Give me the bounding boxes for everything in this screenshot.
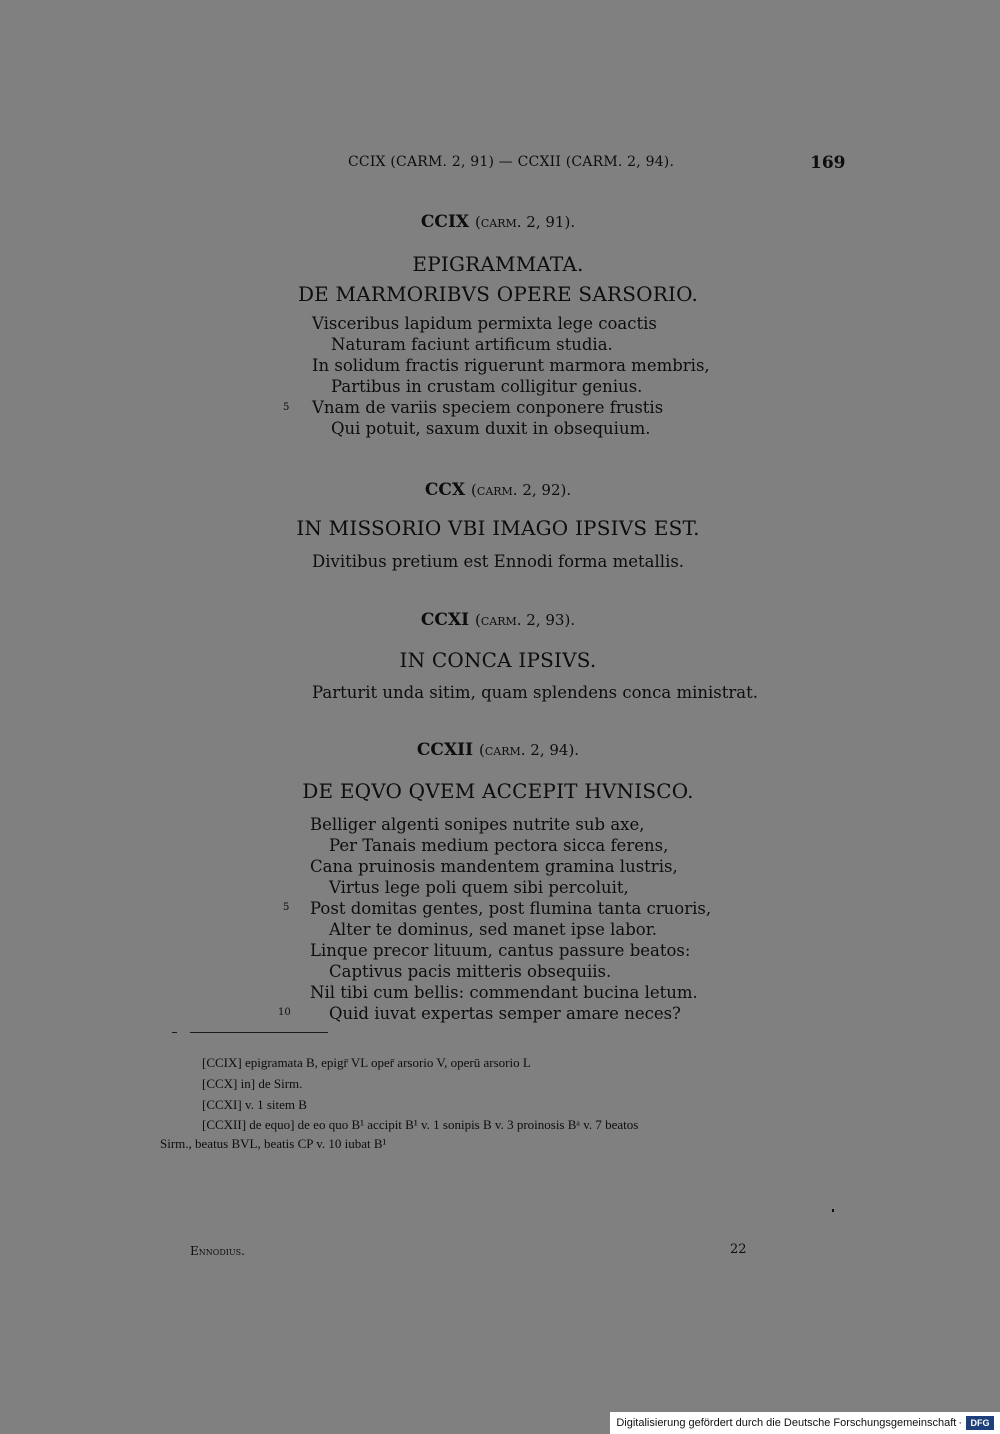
line-number: 5 [283, 902, 290, 913]
poem-heading-ccxii [300, 740, 696, 760]
poem-number: CCXII [416, 740, 474, 760]
apparatus-key: [CCX] [202, 1076, 238, 1091]
verse-line: Naturam faciunt artificum studia. [331, 335, 613, 354]
footer-signature: 22 [730, 1242, 747, 1257]
line-number: 10 [278, 1007, 291, 1018]
apparatus-text: epigramata B, epigr̄ VL oper̄ arsorio V, operū arsorio L [244, 1055, 531, 1070]
verse-line: Parturit unda sitim, quam splendens conca ministrat. [312, 683, 758, 702]
apparatus-text: in] de Sirm. [240, 1076, 303, 1091]
verse-line: Vnam de variis speciem conponere frustis [312, 398, 664, 417]
poem-heading-ccix [300, 212, 696, 232]
verse-line: Partibus in crustam colligitur genius. [331, 377, 643, 396]
poem-heading-ccx [300, 480, 696, 500]
poem-title-ccix-1: EPIGRAMMATA. [412, 252, 584, 276]
poem-ref: (carm. 2, 91). [475, 213, 576, 231]
verse-line: Per Tanais medium pectora sicca ferens, [329, 836, 669, 855]
apparatus-key: [CCXII] [202, 1117, 247, 1132]
apparatus-note-ccxii [202, 1117, 638, 1133]
verse-line: Nil tibi cum bellis: commendant bucina letum. [310, 983, 698, 1002]
poem-ref: (carm. 2, 94). [478, 741, 580, 759]
page-number: 169 [810, 153, 846, 173]
poem-number: CCX [424, 480, 466, 500]
poem-title-ccix-2: DE MARMORIBVS OPERE SARSORIO. [297, 282, 699, 306]
scan-speck [832, 1209, 834, 1212]
apparatus-note-continuation [160, 1136, 386, 1152]
verse-line: Belliger algenti sonipes nutrite sub axe, [310, 815, 645, 834]
footnote-rule [190, 1032, 328, 1033]
apparatus-text: de equo] de eo quo B¹ accipit B¹ v. 1 sonipis B v. 3 proinosis Bᵃ v. 7 beatos [249, 1117, 639, 1132]
apparatus-text: Sirm., beatus BVL, beatis CP v. 10 iubat B¹ [160, 1136, 387, 1151]
footer-author: Ennodius. [190, 1244, 245, 1258]
verse-line: Cana pruinosis mandentem gramina lustris, [310, 857, 678, 876]
apparatus-key: [CCXI] [202, 1097, 242, 1112]
poem-number: CCXI [420, 610, 470, 630]
dfg-separator: · [958, 1417, 962, 1429]
line-number: 5 [283, 402, 290, 413]
running-head: CCIX (CARM. 2, 91) — CCXII (CARM. 2, 94). [348, 154, 675, 170]
verse-line: Captivus pacis mitteris obsequiis. [329, 962, 612, 981]
poem-ref: (carm. 2, 93). [475, 611, 576, 629]
verse-line: Alter te dominus, sed manet ipse labor. [329, 920, 658, 939]
verse-line: Divitibus pretium est Ennodi forma metallis. [312, 552, 685, 571]
dfg-credit-text: Digitalisierung gefördert durch die Deutsche Forschungsgemeinschaft [616, 1417, 957, 1429]
footnote-rule-tick [172, 1032, 177, 1033]
verse-line: In solidum fractis riguerunt marmora membris, [312, 356, 710, 375]
apparatus-note-ccx [202, 1076, 302, 1092]
poem-title-ccx: IN MISSORIO VBI IMAGO IPSIVS EST. [296, 516, 700, 540]
apparatus-text: v. 1 sitem B [244, 1097, 307, 1112]
poem-heading-ccxi [300, 610, 696, 630]
verse-line: Qui potuit, saxum duxit in obsequium. [331, 419, 651, 438]
dfg-logo: DFG [966, 1416, 994, 1430]
poem-number: CCIX [420, 212, 470, 232]
poem-ref: (carm. 2, 92). [471, 481, 572, 499]
verse-line: Visceribus lapidum permixta lege coactis [312, 314, 657, 333]
poem-body-ccxii [310, 814, 711, 1024]
verse-line: Post domitas gentes, post flumina tanta cruoris, [310, 899, 712, 918]
poem-title-ccxii: DE EQVO QVEM ACCEPIT HVNISCO. [302, 779, 694, 803]
verse-line: Quid iuvat expertas semper amare neces? [329, 1004, 681, 1023]
poem-body-ccix [312, 313, 710, 439]
apparatus-note-ccix [202, 1055, 531, 1071]
dfg-credit-bar [610, 1412, 1000, 1434]
poem-title-ccxi: IN CONCA IPSIVS. [399, 648, 597, 672]
apparatus-note-ccxi [202, 1097, 307, 1113]
poem-body-ccxi [312, 682, 758, 703]
verse-line: Virtus lege poli quem sibi percoluit, [329, 878, 629, 897]
apparatus-key: [CCIX] [202, 1055, 242, 1070]
verse-line: Linque precor lituum, cantus passure beatos: [310, 941, 691, 960]
poem-body-ccx [312, 551, 684, 572]
